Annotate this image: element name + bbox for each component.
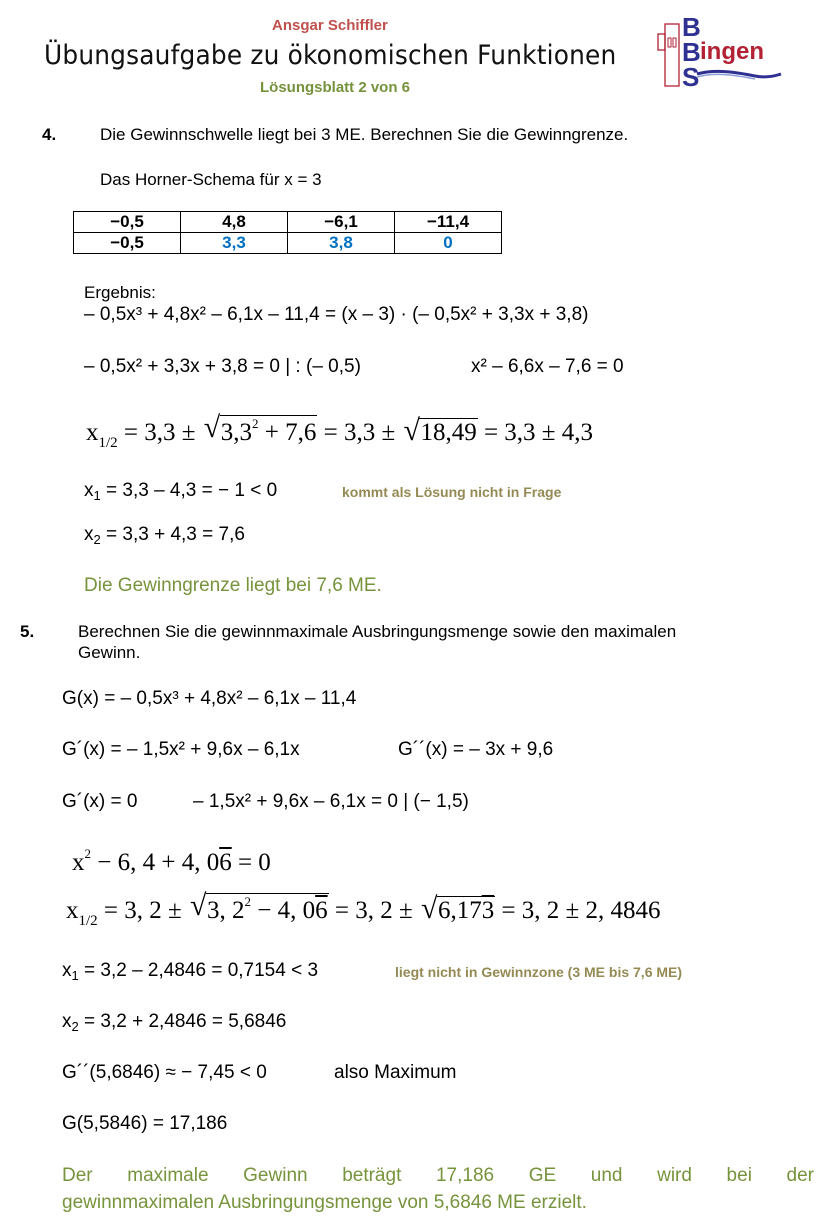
x2-solution-5 — [62, 1011, 286, 1034]
horner-table — [73, 211, 502, 254]
math-sub: 2 — [71, 1019, 79, 1034]
math-sub: 1/2 — [78, 913, 98, 929]
math-var: x — [62, 960, 72, 981]
table-cell: −11,4 — [395, 212, 502, 233]
math-text: = 3,2 – 2,4846 = 0,7154 < 3 — [78, 960, 319, 981]
math-text: = 3,3 ± 4,3 — [477, 419, 594, 446]
math-text: = 0 — [231, 849, 271, 876]
task4-number: 4. — [42, 125, 57, 144]
math-var: x — [84, 524, 94, 545]
x1-solution-4 — [84, 480, 277, 503]
page-subtitle: Lösungsblatt 2 von 6 — [260, 79, 411, 96]
math-text: + 7,6 — [258, 419, 317, 446]
table-cell: −0,5 — [74, 233, 181, 254]
math-repeating-digit: 6 — [315, 897, 328, 924]
table-row — [74, 212, 502, 233]
math-text: 6,17 — [437, 897, 482, 924]
math-text: = 3, 2 ± 2, 4846 — [495, 897, 661, 924]
x1-note-5: liegt nicht in Gewinnzone (3 ME bis 7,6 ME) — [395, 964, 683, 980]
horner-label: Das Horner-Schema für x = 3 — [100, 170, 322, 189]
table-cell: −0,5 — [74, 212, 181, 233]
math-var: x — [84, 480, 94, 501]
math-sub: 1 — [71, 968, 79, 983]
task5-answer — [62, 1162, 814, 1216]
factorization: – 0,5x³ + 4,8x² – 6,1x – 11,4 = (x – 3) · (– 0,5x² + 3,3x + 3,8) — [84, 304, 589, 325]
sqrt-icon: √ $3,3^2 + 7,6$ — [203, 411, 317, 446]
maximum-conclusion: also Maximum — [334, 1062, 457, 1083]
second-derivative: G´´(x) = – 3x + 9,6 — [398, 739, 554, 760]
first-derivative: G´(x) = – 1,5x² + 9,6x – 6,1x — [62, 739, 300, 760]
task5-question-line2: Gewinn. — [78, 643, 141, 662]
math-text: = 3, 2 ± — [328, 897, 419, 924]
x1-note-4: kommt als Lösung nicht in Frage — [342, 484, 562, 500]
math-var: x — [72, 849, 85, 876]
math-text: = 3,3 ± — [123, 419, 202, 446]
first-derivative-zero: G´(x) = 0 — [62, 791, 138, 812]
sqrt-icon: √ 6,173 — [420, 892, 495, 925]
logo-letter-s: S — [682, 62, 700, 92]
first-derivative-equation: – 1,5x² + 9,6x – 6,1x = 0 | (− 1,5) — [193, 791, 469, 812]
sqrt-icon: √ 3, $2^2 - 4$, 06 — [190, 889, 328, 924]
math-sub: 2 — [93, 532, 101, 547]
math-sub: 1/2 — [98, 435, 118, 451]
max-profit-value: G(5,5846) = 17,186 — [62, 1113, 228, 1134]
math-sup: 2 — [244, 894, 251, 909]
second-derivative-check: G´´(5,6846) ≈ − 7,45 < 0 — [62, 1062, 267, 1083]
page-title: Übungsaufgabe zu ökonomischen Funktionen — [44, 40, 617, 71]
math-var: x — [86, 419, 99, 446]
logo-letter-b2: B — [682, 37, 701, 67]
pq-formula-4 — [86, 411, 594, 452]
math-sup: 2 — [252, 416, 259, 431]
logo-word: ingen — [700, 38, 764, 65]
math-var: x — [66, 897, 79, 924]
math-text: = 3, 2 ± — [103, 897, 188, 924]
division-step: – 0,5x² + 3,3x + 3,8 = 0 | : (– 0,5) — [84, 356, 361, 377]
bbs-bingen-logo — [655, 12, 785, 92]
task4-answer: Die Gewinngrenze liegt bei 7,6 ME. — [84, 575, 382, 596]
task5-question-line1: Berechnen Sie die gewinnmaximale Ausbringungsmenge sowie den maximalen — [78, 622, 677, 641]
math-text: = 3,3 ± — [317, 419, 402, 446]
math-text: 3, 2 — [207, 897, 245, 924]
result-label: Ergebnis: — [84, 283, 156, 302]
profit-function: G(x) = – 0,5x³ + 4,8x² – 6,1x – 11,4 — [62, 688, 357, 709]
task5-number: 5. — [20, 622, 35, 641]
math-repeating-digit: 6 — [219, 849, 232, 876]
task4-question: Die Gewinnschwelle liegt bei 3 ME. Berechnen Sie die Gewinngrenze. — [100, 125, 629, 144]
pq-formula-5 — [66, 889, 661, 930]
table-cell: 3,3 — [181, 233, 288, 254]
table-cell: −6,1 — [288, 212, 395, 233]
table-cell: 3,8 — [288, 233, 395, 254]
math-repeating-digit: 3 — [481, 897, 495, 924]
task5-answer-line2: gewinnmaximalen Ausbringungsmenge von 5,6846 ME erzielt. — [62, 1192, 587, 1213]
sqrt-icon: √ 18,49 — [403, 414, 477, 447]
math-var: x — [62, 1011, 72, 1032]
math-text: − 4, 0 — [251, 897, 316, 924]
normal-form-5 — [72, 846, 271, 877]
logo-letter-b1: B — [682, 12, 701, 42]
math-text: − 6, 4 + 4, 0 — [91, 849, 220, 876]
math-text: = 3,3 + 4,3 = 7,6 — [100, 524, 245, 545]
x1-solution-5 — [62, 960, 318, 983]
math-sub: 1 — [93, 488, 101, 503]
table-cell: 4,8 — [181, 212, 288, 233]
table-row — [74, 233, 502, 254]
math-text: 18,49 — [420, 419, 477, 446]
x2-solution-4 — [84, 524, 245, 547]
normal-form: x² – 6,6x – 7,6 = 0 — [471, 356, 624, 377]
math-text: = 3,2 + 2,4846 = 5,6846 — [78, 1011, 287, 1032]
math-text: 3,3 — [220, 419, 252, 446]
math-text: = 3,3 – 4,3 = − 1 < 0 — [100, 480, 278, 501]
author-name: Ansgar Schiffler — [272, 17, 388, 34]
math-sup: 2 — [84, 846, 91, 861]
task5-answer-line1: Der maximale Gewinn beträgt 17,186 GE und wird bei der — [62, 1165, 814, 1186]
table-cell: 0 — [395, 233, 502, 254]
